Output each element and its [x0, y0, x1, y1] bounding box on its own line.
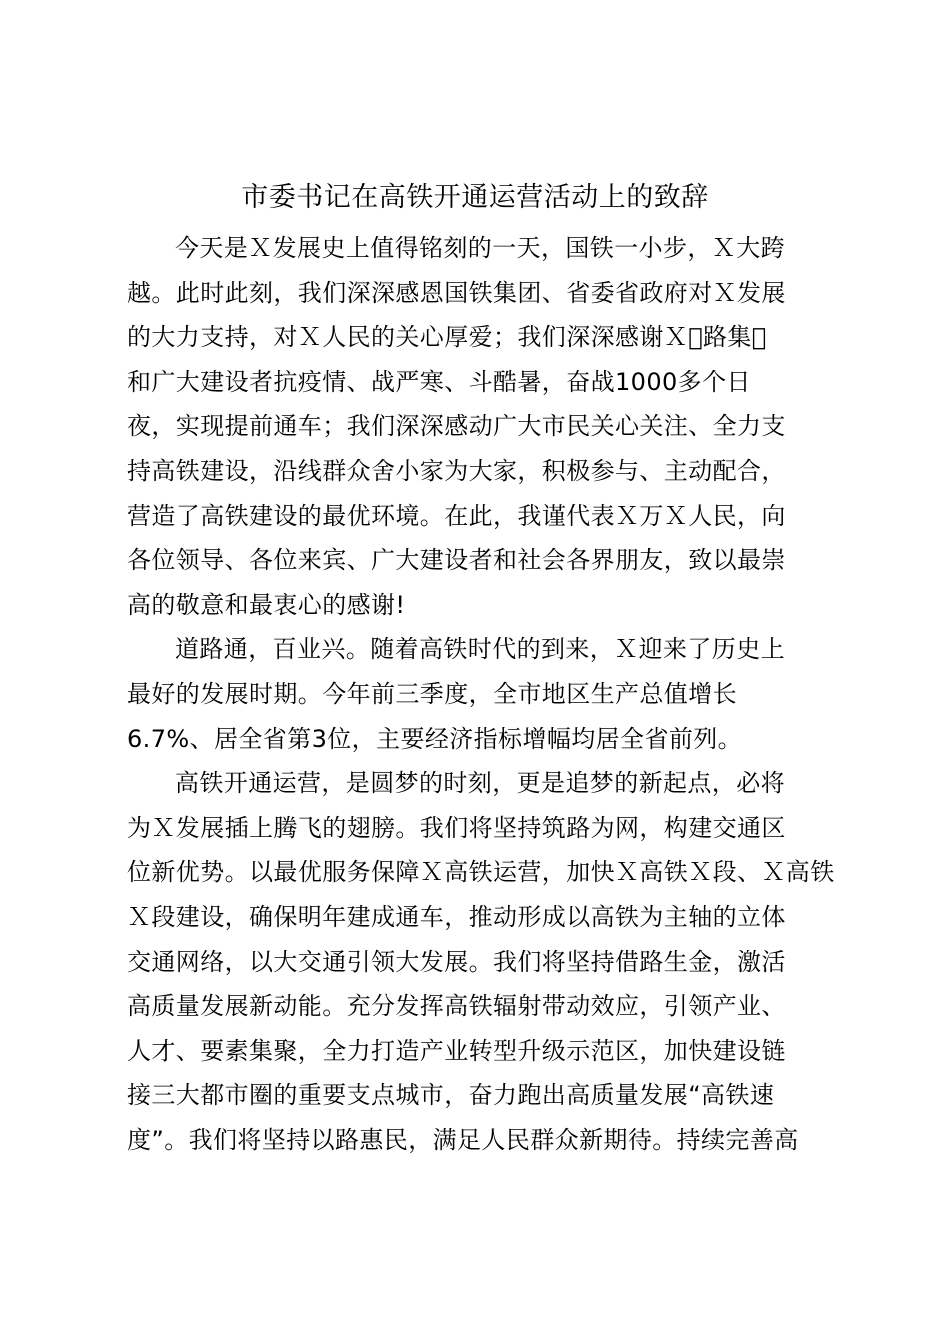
text-line: 度”。我们将坚持以路惠民，满足人民群众新期待。持续完善高 [127, 1125, 799, 1154]
document-body [127, 226, 835, 1162]
text-line: 持高铁建设，沿线群众舍小家为大家，积极参与、主动配合， [127, 456, 786, 485]
text-line: 高质量发展新动能。充分发挥高铁辐射带动效应，引领产业、 [127, 992, 786, 1021]
document-title: 市委书记在高铁开通运营活动上的致辞 [241, 182, 709, 213]
text-line: 高的敬意和最衷心的感谢! [127, 590, 406, 619]
paragraph-1 [127, 226, 827, 627]
text-line: 为Ｘ发展插上腾飞的翅膀。我们将坚持筑路为网，构建交通区 [127, 813, 786, 842]
text-line: 最好的发展时期。今年前三季度，全市地区生产总值增长 [127, 679, 737, 708]
text-line: 越。此时此刻，我们深深感恩国铁集团、省委省政府对Ｘ发展 [127, 278, 786, 307]
text-line: 人才、要素集聚，全力打造产业转型升级示范区，加快建设链 [127, 1036, 786, 1065]
paragraph-2 [127, 627, 827, 761]
text-line: 位新优势。以最优服务保障Ｘ高铁运营，加快Ｘ高铁Ｘ段、Ｘ高铁 [127, 858, 835, 887]
paragraph-3 [127, 761, 835, 1162]
text-line: 今天是Ｘ发展史上值得铭刻的一天，国铁一小步，Ｘ大跨 [175, 234, 785, 262]
text-line: 各位领导、各位来宾、广大建设者和社会各界朋友，致以最崇 [127, 546, 786, 575]
text-line: 营造了高铁建设的最优环境。在此，我谨代表Ｘ万Ｘ人民，向 [127, 501, 786, 530]
text-line: Ｘ段建设，确保明年建成通车，推动形成以高铁为主轴的立体 [127, 902, 786, 931]
text-line: 和广大建设者抗疫情、战严寒、斗酷暑，奋战1000多个日 [127, 367, 751, 396]
text-line: 夜，实现提前通车；我们深深感动广大市民关心关注、全力支 [127, 412, 786, 441]
text-line: 接三大都市圈的重要支点城市，奋力跑出高质量发展“高铁速 [127, 1081, 775, 1110]
text-line: 交通网络，以大交通引领大发展。我们将坚持借路生金，激活 [127, 947, 786, 976]
text-line: 6.7%、居全省第3位，主要经济指标增幅均居全省前列。 [127, 724, 743, 753]
text-line: 高铁开通运营，是圆梦的时刻，更是追梦的新起点，必将 [175, 769, 785, 798]
text-line: 的大力支持，对Ｘ人民的关心厚爱；我们深深感谢Ｘ 路集  [127, 323, 767, 352]
text-line: 道路通，百业兴。随着高铁时代的到来，Ｘ迎来了历史上 [175, 635, 785, 664]
